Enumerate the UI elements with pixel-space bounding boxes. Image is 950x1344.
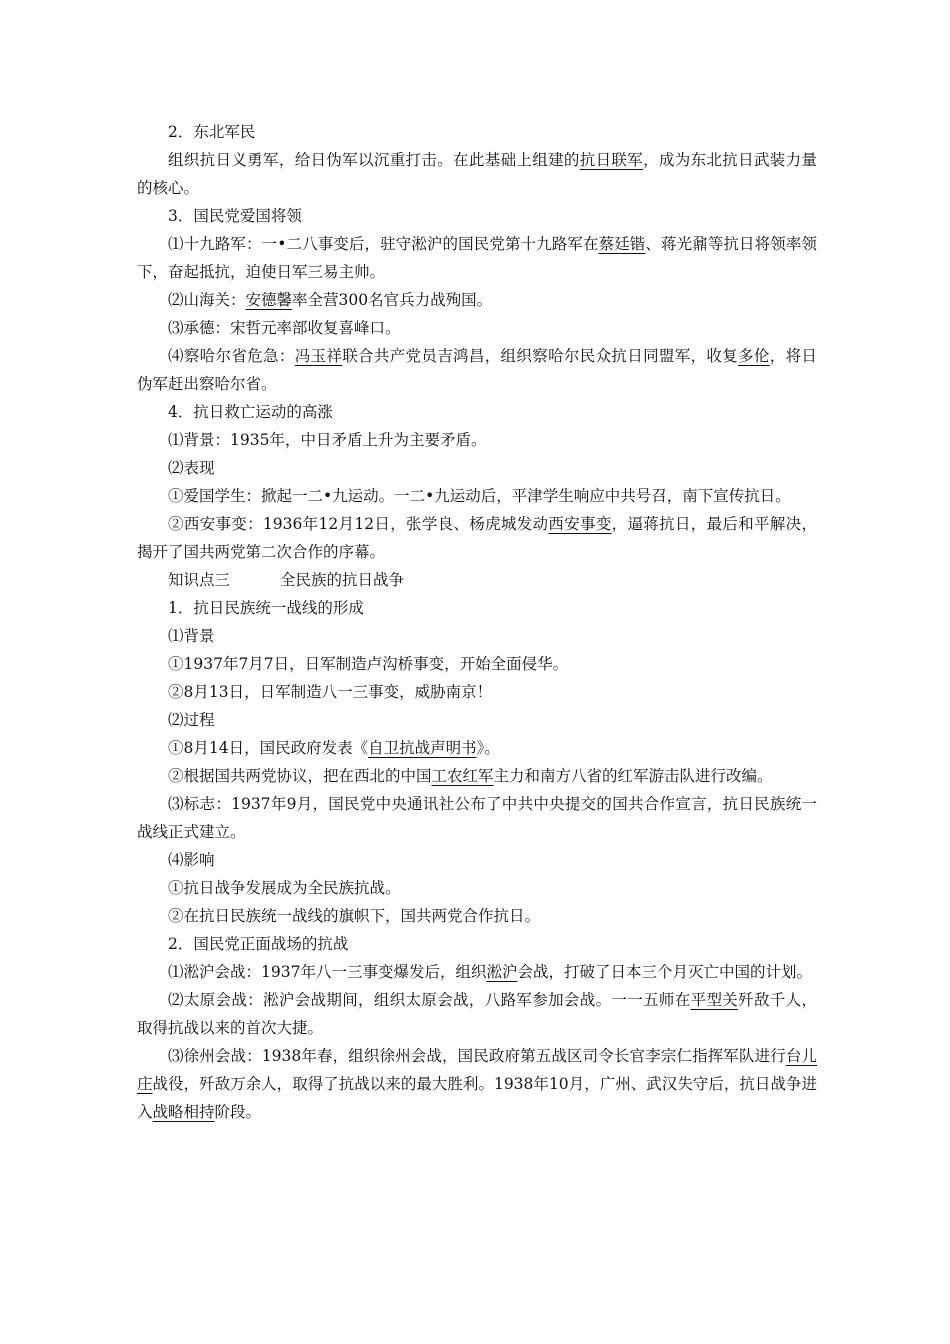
text-segment: 》。 [476,739,500,757]
text-segment: ⑴十九路军：一•二八事变后，驻守淞沪的国民党第十九路军在 [168,235,599,253]
text-segment: 主力和南方八省的红军游击队进行改编。 [493,767,773,785]
text-segment: ⑵过程 [168,711,215,729]
document-body [137,118,817,1126]
paragraph-4 [137,230,817,286]
text-segment: 组织抗日义勇军，给日伪军以沉重打击。在此基础上组建的 [168,151,580,169]
text-segment: 率全营300名官兵力战殉国。 [292,291,493,309]
text-segment: 联合共产党员吉鸿昌，组织察哈尔民众抗日同盟军，收复 [342,347,739,365]
text-segment: ①8月14日，国民政府发表《 [168,739,369,757]
underlined-term: 蔡廷锴 [598,235,646,253]
text-segment: ⑷影响 [168,851,215,869]
text-segment: 全民族的抗日战争 [280,571,405,589]
paragraph-6 [137,314,817,342]
text-segment: ①爱国学生：掀起一二•九运动。一二•九运动后，平津学生响应中共号召，南下宣传抗日。 [168,487,791,505]
paragraph-14 [137,594,817,622]
underlined-term: 台儿庄 [137,1047,817,1093]
text-segment: ⑵太原会战：淞沪会战期间，组织太原会战，八路军参加会战。一一五师在 [168,991,691,1009]
underlined-term: 平型关 [690,991,739,1009]
text-segment: ⑷察哈尔省危急： [168,347,295,365]
underlined-term: 冯玉祥 [294,347,343,365]
text-segment: 战役，歼敌万余人，取得了抗战以来的最大胜利。1938年10月，广州、武汉失守后，抗日战争进入 [137,1075,817,1121]
paragraph-25 [137,930,817,958]
paragraph-11 [137,482,817,510]
paragraph-7 [137,342,817,398]
text-segment: ⑶徐州会战：1938年春，组织徐州会战，国民政府第五战区司令长官李宗仁指挥军队进行 [168,1047,786,1065]
text-segment: ①抗日战争发展成为全民族抗战。 [168,879,401,897]
text-segment: ，成为东北抗日武装力量的核心。 [137,151,817,197]
text-segment: ⑵山海关： [168,291,246,309]
text-segment: 2．国民党正面战场的抗战 [168,935,349,953]
paragraph-27 [137,986,817,1042]
underlined-term: 战略相持 [152,1103,215,1121]
text-segment: ②根据国共两党协议，把在西北的中国 [168,767,432,785]
text-segment: ⑴背景：1935年，中日矛盾上升为主要矛盾。 [168,431,487,449]
text-segment: 歼敌千人，取得抗战以来的首次大捷。 [137,991,817,1037]
text-segment: ，逼蒋抗日，最后和平解决，揭开了国共两党第二次合作的序幕。 [137,515,817,561]
text-segment: ⑴淞沪会战：1937年八一三事变爆发后，组织 [168,963,487,981]
paragraph-10 [137,454,817,482]
text-segment: ，将日伪军赶出察哈尔省。 [137,347,817,393]
text-segment: ②西安事变：1936年12月12日，张学良、杨虎城发动 [168,515,549,533]
text-segment: 1．抗日民族统一战线的形成 [168,599,364,617]
text-segment: 知识点三 [168,571,231,589]
paragraph-26 [137,958,817,986]
text-segment: 4．抗日救亡运动的高涨 [168,403,333,421]
paragraph-24 [137,902,817,930]
paragraph-19 [137,734,817,762]
paragraph-18 [137,706,817,734]
paragraph-15 [137,622,817,650]
text-segment: 会战，打破了日本三个月灭亡中国的计划。 [517,963,812,981]
text-segment: 2．东北军民 [168,123,256,141]
paragraph-23 [137,874,817,902]
text-segment: ⑶标志：1937年9月，国民党中央通讯社公布了中共中央提交的国共合作宣言，抗日民族统一战线正式建立。 [137,795,817,841]
underlined-term: 淞沪 [486,963,518,981]
paragraph-22 [137,846,817,874]
paragraph-21 [137,790,817,846]
paragraph-17 [137,678,817,706]
paragraph-12 [137,510,817,566]
underlined-term: 西安事变 [548,515,612,533]
text-segment: ⑵表现 [168,459,215,477]
underlined-term: 工农红军 [431,767,494,785]
paragraph-1 [137,118,817,146]
paragraph-16 [137,650,817,678]
underlined-term: 多伦 [738,347,770,365]
text-segment: ⑶承德：宋哲元率部收复喜峰口。 [168,319,401,337]
text-segment: ②在抗日民族统一战线的旗帜下，国共两党合作抗日。 [168,907,541,925]
underlined-term: 抗日联军 [579,151,644,169]
paragraph-20 [137,762,817,790]
underlined-term: 安德馨 [245,291,293,309]
section-heading [137,566,817,594]
text-segment: 阶段。 [214,1103,262,1121]
paragraph-3 [137,202,817,230]
paragraph-9 [137,426,817,454]
text-segment: ①1937年7月7日，日军制造卢沟桥事变，开始全面侵华。 [168,655,569,673]
underlined-term: 自卫抗战声明书 [368,739,477,757]
text-segment: ②8月13日，日军制造八一三事变，威胁南京！ [168,683,493,701]
text-segment: 3．国民党爱国将领 [168,207,302,225]
paragraph-28 [137,1042,817,1126]
text-segment: ⑴背景 [168,627,215,645]
paragraph-2 [137,146,817,202]
text-segment: 、蒋光鼐等抗日将领率领下，奋起抵抗，迫使日军三易主帅。 [137,235,817,281]
paragraph-8 [137,398,817,426]
paragraph-5 [137,286,817,314]
